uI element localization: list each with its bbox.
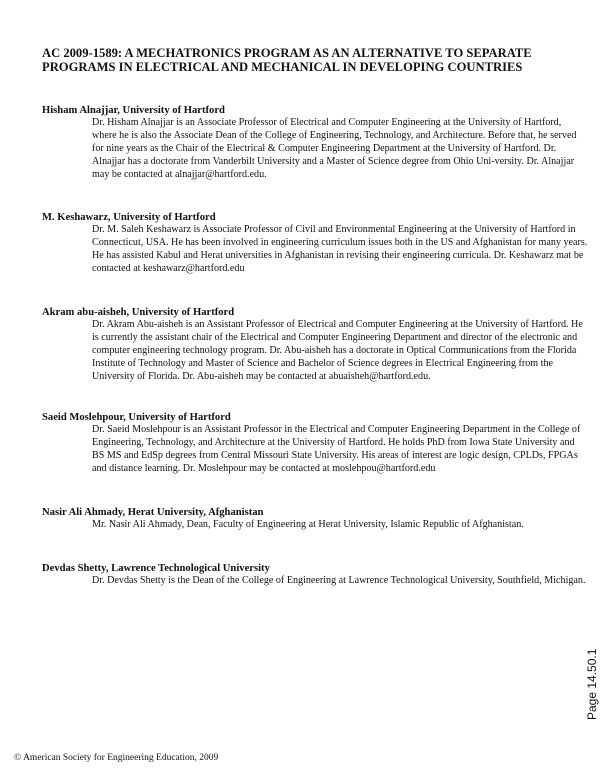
author-bio [42,211,588,276]
author-description: Dr. Devdas Shetty is the Dean of the College of Engineering at Lawrence Technological University, Southfield, Michigan. [92,575,586,586]
author-bio [42,104,577,182]
author-name: Nasir Ali Ahmady, Herat University, Afghanistan [42,507,264,518]
author-bio [42,411,581,476]
author-name: Saeid Moslehpour, University of Hartford [42,412,231,423]
paper-title: AC 2009-1589: A MECHATRONICS PROGRAM AS AN ALTERNATIVE TO SEPARATE PROGRAMS IN ELECTRICAL AND MECHANICAL IN DEVELOPING COUNTRIES [42,46,532,74]
author-name: Devdas Shetty, Lawrence Technological University [42,563,270,574]
author-name: Hisham Alnajjar, University of Hartford [42,105,225,116]
page-number: Page 14.50.1 [585,648,599,720]
author-description: Mr. Nasir Ali Ahmady, Dean, Faculty of Engineering at Herat University, Islamic Republic of Afghanistan. [92,519,524,530]
author-bio [42,562,586,588]
author-description: Dr. Hisham Alnajjar is an Associate Professor of Electrical and Computer Engineering at the University of Hartford, where he is also the Associate Dean of the College of Engineering, Technology, and Architecture. Before that, he served for nine years as the Chair of the Electrical & Computer Engineering Department at the University of Hartford. Dr. Alnajjar has a doctorate from Vanderbilt University and a Master of Science degree from Ohio Uni-versity. Dr. Alnajjar may be contacted at alnajjar@hartford.edu. [92,117,577,180]
author-bio [42,506,562,532]
author-name: M. Keshawarz, University of Hartford [42,212,216,223]
copyright-footer: © American Society for Engineering Education, 2009 [14,753,219,763]
author-bio [42,306,583,384]
author-description: Dr. Saeid Moslehpour is an Assistant Professor in the Electrical and Computer Engineering Department in the College of Engineering, Technology, and Architecture at the University of Hartford. He holds PhD from Iowa State University and BS MS and EdSp degrees from Central Missouri State University. His areas of interest are logic design, CPLDs, FPGAs and distance learning. Dr. Moslehpour may be contacted at moslehpou@hartford.edu [92,424,581,474]
author-description: Dr. M. Saleh Keshawarz is Associate Professor of Civil and Environmental Engineering at the University of Hartford in Connecticut, USA. He has been involved in engineering curriculum issues both in the US and Afghanistan for many years. He has assisted Kabul and Herat universities in Afghanistan in revising their engineering curricula. Dr. Keshawarz mat be contacted at keshawarz@hartford.edu [92,224,588,274]
author-name: Akram abu-aisheh, University of Hartford [42,307,235,318]
author-description: Dr. Akram Abu-aisheh is an Assistant Professor of Electrical and Computer Engineering at the University of Hartford. He is currently the assistant chair of the Electrical and Computer Engineering Department and director of the electronic and computer engineering technology program. Dr. Abu-aisheh has a doctorate in Optical Communications from the Florida Institute of Technology and Master of Science and Bachelor of Science degrees in Electrical Engineering from the University of Florida. Dr. Abu-aisheh may be contacted at abuaisheh@hartford.edu. [92,319,583,382]
